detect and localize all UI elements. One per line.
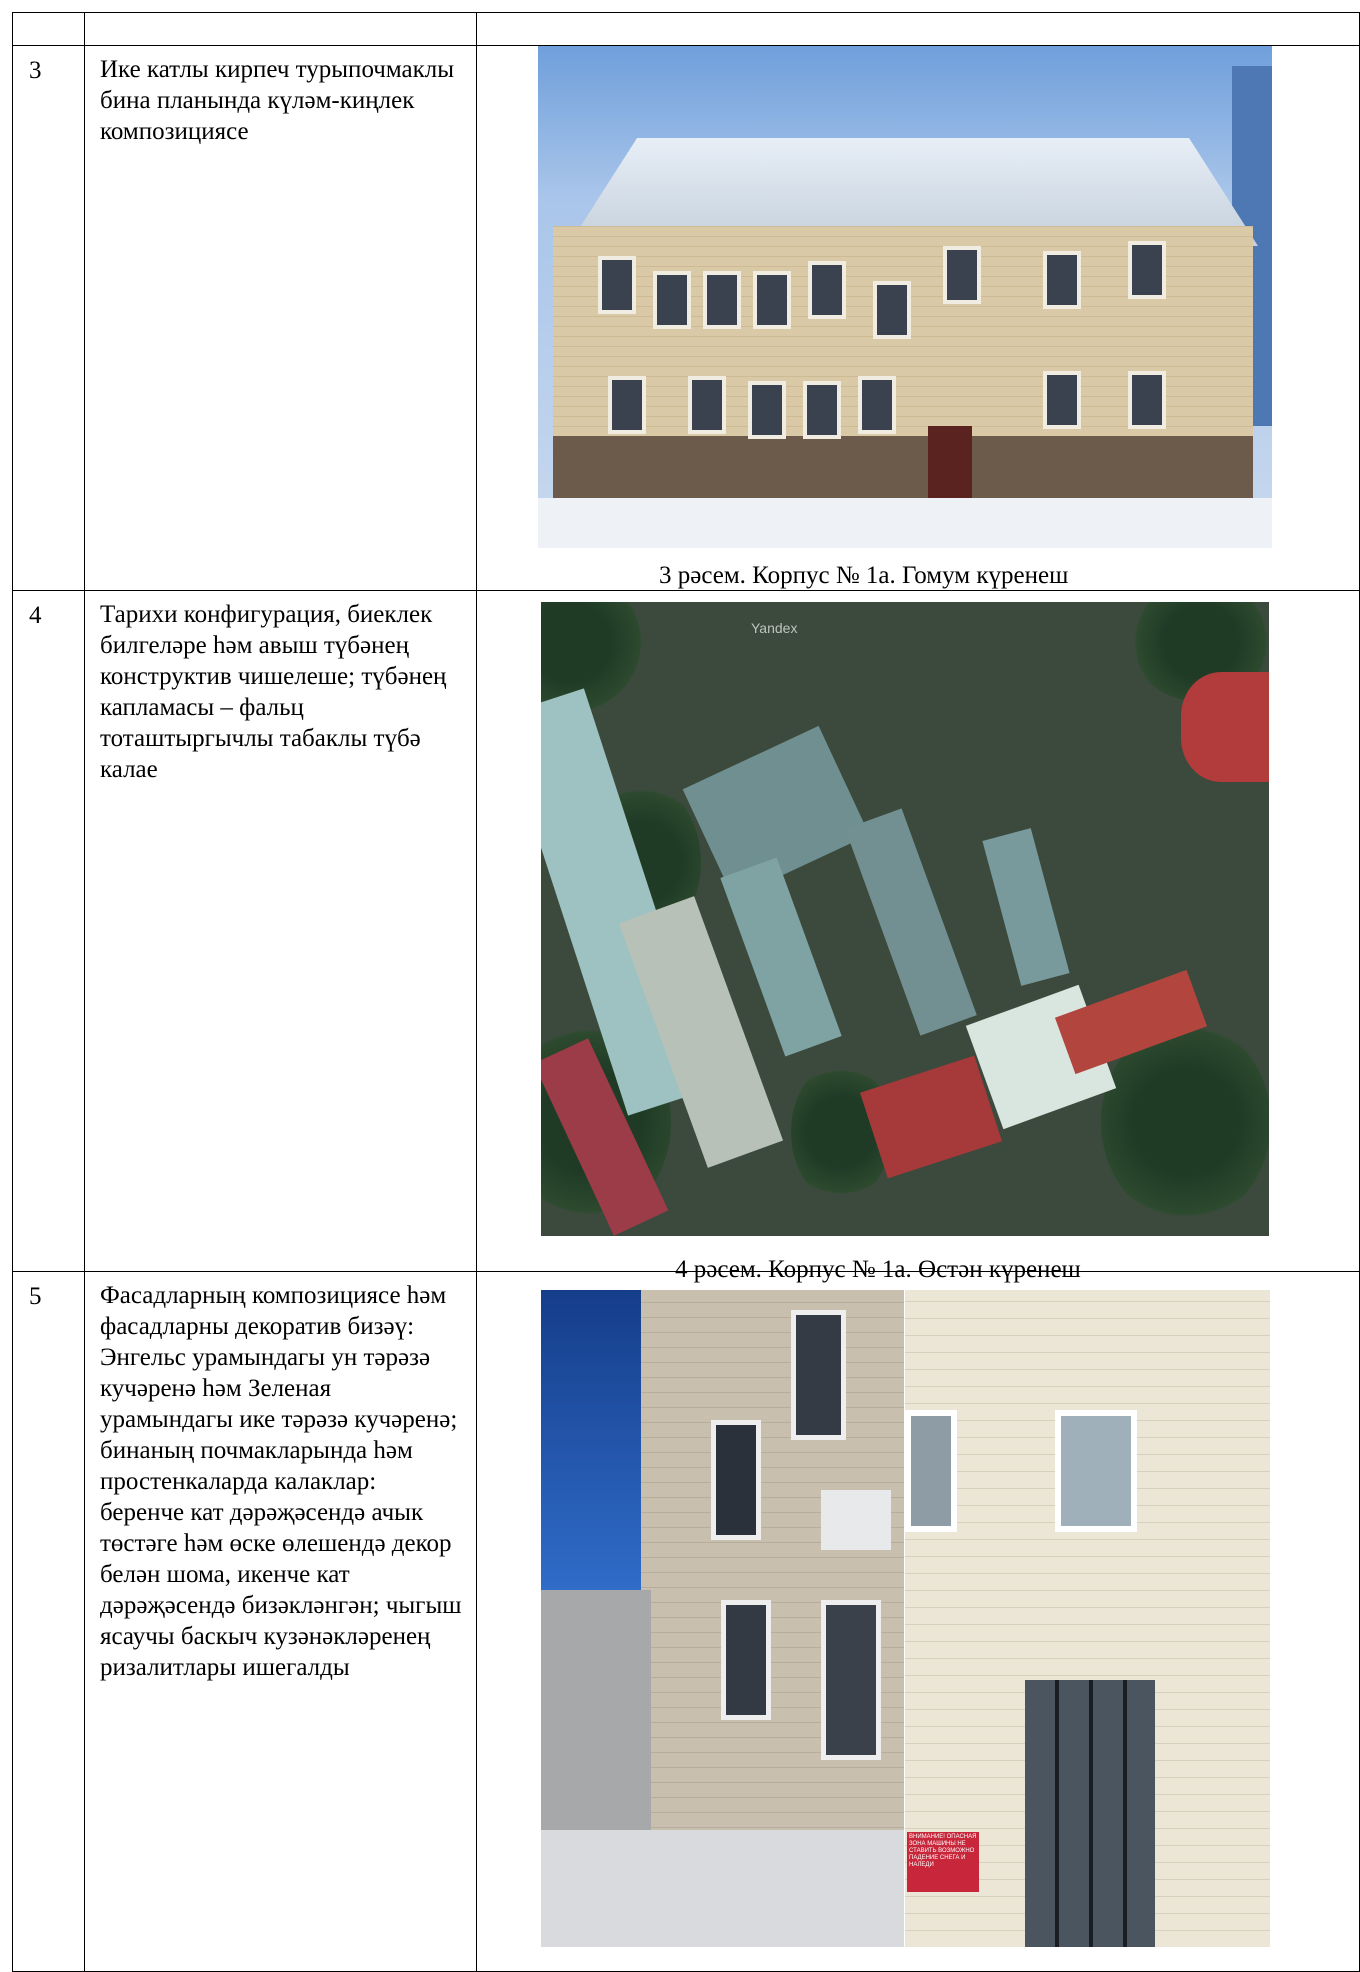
facade-corner-photo bbox=[541, 1290, 904, 1947]
row-description: Ике катлы кирпеч турыпочмаклы бина планында күләм-киңлек композициясе bbox=[85, 46, 477, 591]
row-number: 3 bbox=[13, 46, 85, 591]
watermark-text: Yandex bbox=[751, 620, 798, 636]
row-number: 4 bbox=[13, 591, 85, 1272]
figure-caption: 4 рәсем. Корпус № 1а. Өстән күренеш bbox=[675, 1256, 1081, 1283]
aerial-view-photo bbox=[541, 602, 1269, 1236]
row-image-cell bbox=[477, 13, 1360, 46]
row-description bbox=[85, 13, 477, 46]
row-number bbox=[13, 13, 85, 46]
row-description: Тарихи конфигурация, биеклек билгеләре һәм авыш түбәнең конструктив чишелеше; түбәнең капламасы – фальц тоташтыргычлы табаклы түбә калае bbox=[85, 591, 477, 1272]
row-number: 5 bbox=[13, 1272, 85, 1972]
figure-caption: 3 рәсем. Корпус № 1а. Гомум күренеш bbox=[659, 562, 1069, 589]
building-facade-photo bbox=[538, 46, 1272, 548]
warning-sign: ВНИМАНИЕ! ОПАСНАЯ ЗОНА МАШИНЫ НЕ СТАВИТЬ ВОЗМОЖНО ПАДЕНИЕ СНЕГА И НАЛЕДИ bbox=[907, 1832, 979, 1892]
table-row bbox=[13, 13, 1360, 46]
facade-window-photo bbox=[905, 1290, 1270, 1947]
row-description: Фасадларның композициясе һәм фасадларны декоратив бизәү: Энгельс урамындагы ун тәрәзә кучәренә һәм Зеленая урамындагы ике тәрәзә кучәренә; бинаның почмакларында һәм простенкаларда калаклар: беренче кат дәрәҗәсендә ачык төстәге һәм өске өлешендә декор белән шома, икенче кат дәрәҗәсендә бизәкләнгән; чыгыш ясаучы баскыч кузәнәкләренең ризалитлары ишегалды bbox=[85, 1272, 477, 1972]
